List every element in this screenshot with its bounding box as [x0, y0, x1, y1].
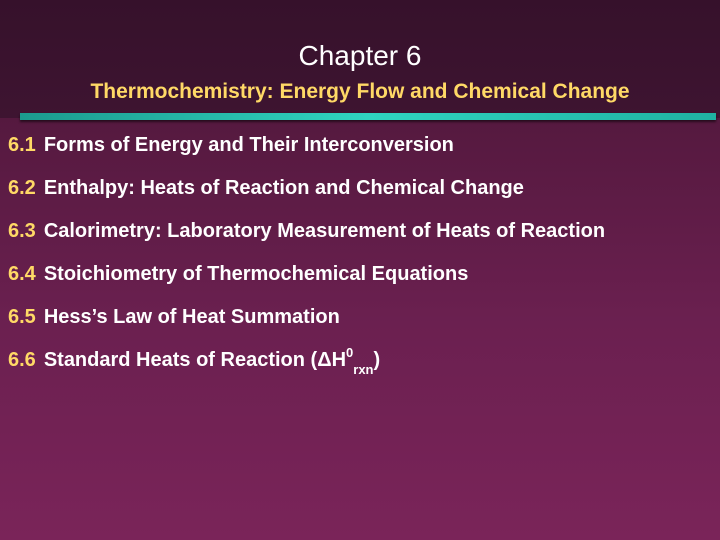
section-number: 6.1: [8, 134, 36, 156]
chapter-title: Chapter 6: [298, 40, 422, 71]
closing-paren: ): [373, 349, 381, 371]
section-number: 6.6: [8, 349, 36, 371]
section-title: Forms of Energy and Their Interconversion: [43, 134, 454, 156]
standard-state-superscript: 0: [346, 345, 354, 360]
section-title: Calorimetry: Laboratory Measurement of Heats of Reaction: [43, 220, 606, 242]
section-number: 6.2: [8, 177, 36, 199]
header-divider: [20, 113, 716, 120]
section-item: [8, 131, 708, 160]
section-title: Standard Heats of Reaction (: [43, 349, 318, 371]
rxn-subscript: rxn: [353, 362, 374, 377]
delta-h-symbol: ΔH: [317, 349, 347, 371]
section-item: [8, 346, 708, 376]
section-number: 6.4: [8, 263, 36, 285]
section-list: [8, 126, 708, 376]
section-title: Enthalpy: Heats of Reaction and Chemical Change: [43, 177, 524, 199]
section-number: 6.3: [8, 220, 36, 242]
section-item: [8, 260, 708, 289]
section-item: [8, 174, 708, 203]
section-title: Hess’s Law of Heat Summation: [43, 306, 340, 328]
section-item: [8, 303, 708, 332]
section-number: 6.5: [8, 306, 36, 328]
chapter-subtitle: Thermochemistry: Energy Flow and Chemical Change: [90, 80, 630, 103]
section-title: Stoichiometry of Thermochemical Equations: [43, 263, 469, 285]
section-item: [8, 217, 708, 246]
